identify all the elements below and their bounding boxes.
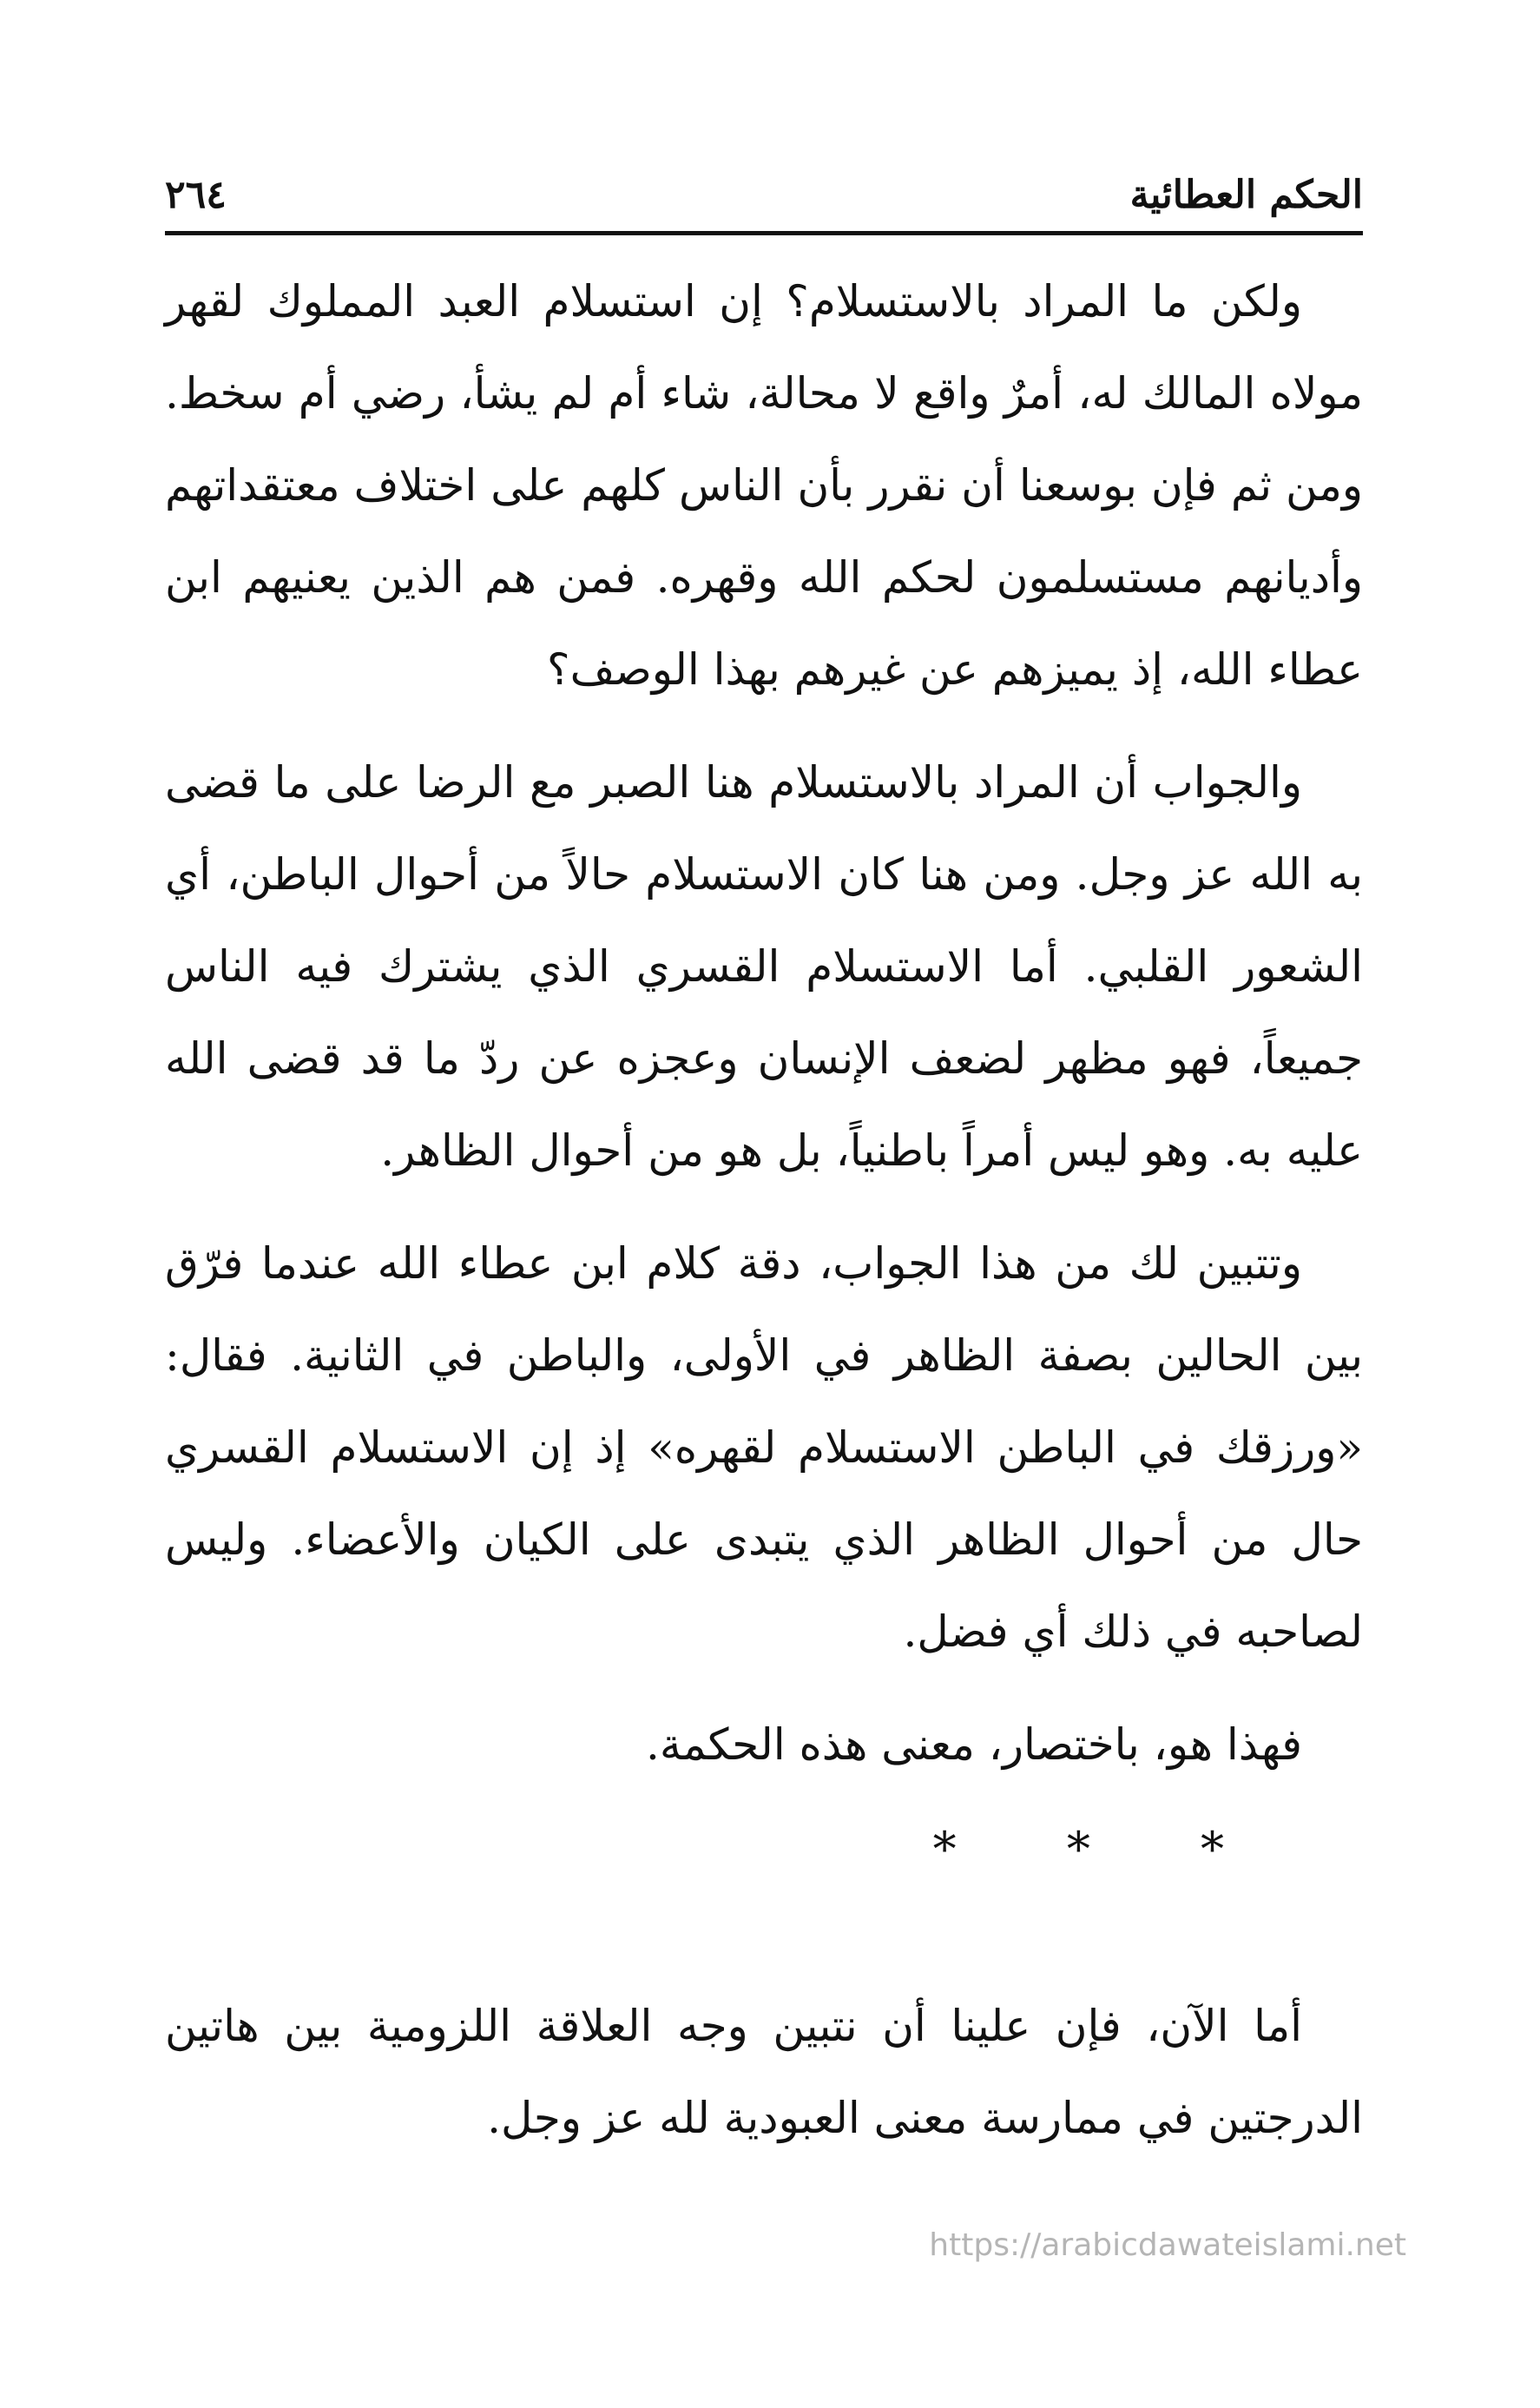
- page-number: ٢٦٤: [165, 173, 227, 217]
- section-separator: * * *: [932, 1822, 1224, 1877]
- page-body: [165, 252, 1363, 2185]
- paragraph-2: والجواب أن المراد بالاستسلام هنا الصبر مع الرضا على ما قضى به الله عز وجل. ومن هنا كان الاستسلام حالاً من أحوال الباطن، أي الشعور القلبي. أما الاستسلام القسري الذي يشترك فيه الناس جميعاً، فهو مظهر لضعف الإنسان وعجزه عن ردّ ما قد قضى الله عليه به. وهو ليس أمراً باطنياً، بل هو من أحوال الظاهر.: [165, 757, 1363, 1176]
- page-header: [165, 165, 1363, 226]
- watermark-url: https://arabicdawateislami.net: [929, 2227, 1406, 2263]
- paragraph-4: فهذا هو، باختصار، معنى هذه الحكمة.: [645, 1719, 1302, 1770]
- header-rule: [165, 231, 1363, 235]
- running-title: الحكم العطائية: [1129, 173, 1363, 217]
- paragraph-1: ولكن ما المراد بالاستسلام؟ إن استسلام العبد المملوك لقهر مولاه المالك له، أمرٌ واقع لا محالة، شاء أم لم يشأ، رضي أم سخط. ومن ثم فإن بوسعنا أن نقرر بأن الناس كلهم على اختلاف معتقداتهم وأديانهم مستسلمون لحكم الله وقهره. فمن هم الذين يعنيهم ابن عطاء الله، إذ يميزهم عن غيرهم بهذا الوصف؟: [165, 276, 1363, 695]
- paragraph-3: وتتبين لك من هذا الجواب، دقة كلام ابن عطاء الله عندما فرّق بين الحالين بصفة الظاهر في الأولى، والباطن في الثانية. فقال: «ورزقك في الباطن الاستسلام لقهره» إذ إن الاستسلام القسري حال من أحوال الظاهر الذي يتبدى على الكيان والأعضاء. وليس لصاحبه في ذلك أي فضل.: [165, 1238, 1363, 1657]
- closing-paragraph: أما الآن، فإن علينا أن نتبين وجه العلاقة اللزومية بين هاتين الدرجتين في ممارسة معنى العبودية لله عز وجل.: [165, 2001, 1363, 2143]
